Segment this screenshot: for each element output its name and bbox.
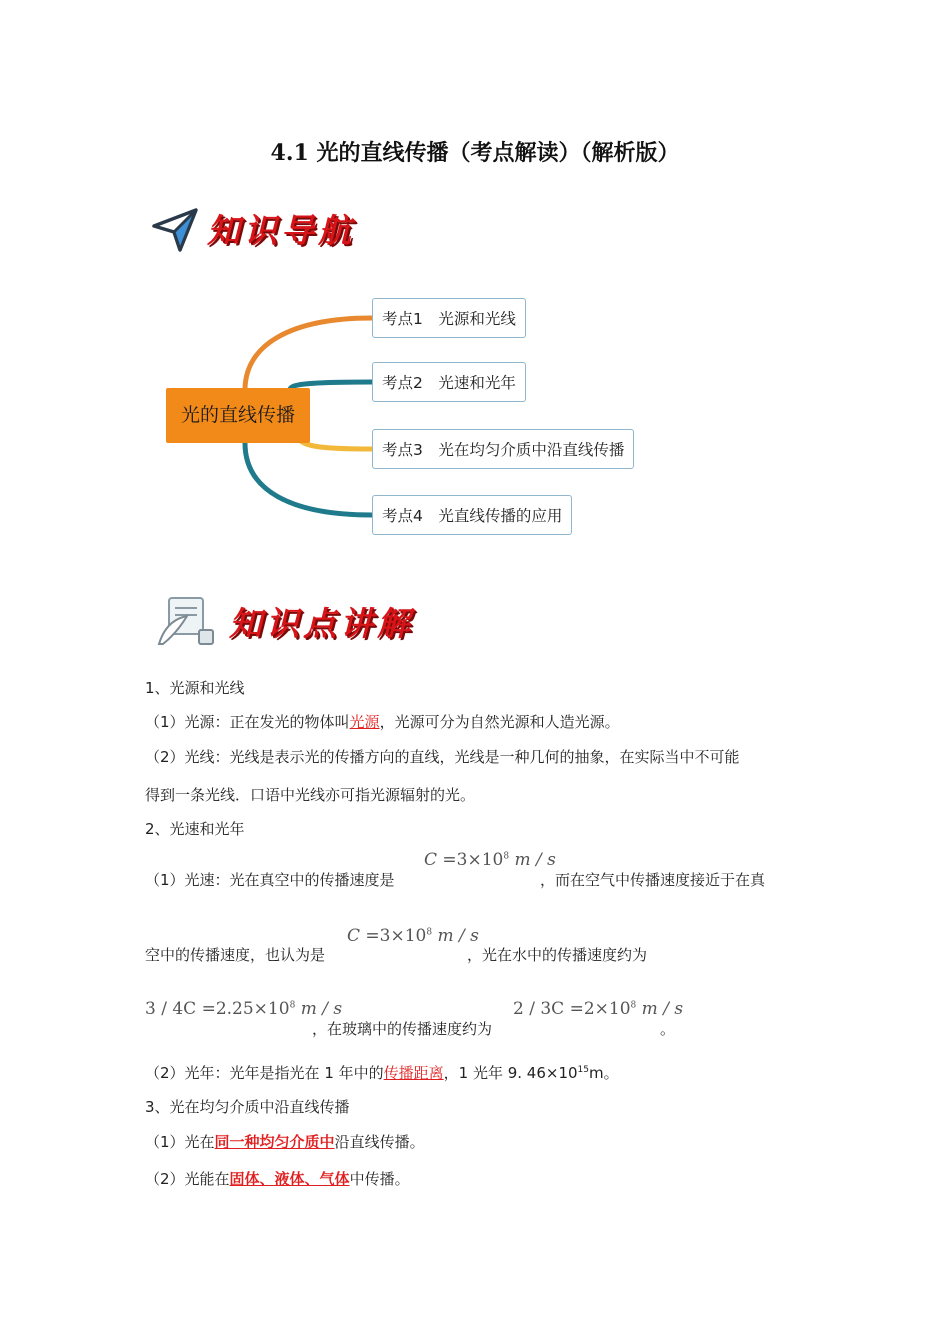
section-2-p2-post: ，光在水中的传播速度约为 [467, 946, 648, 964]
branch-line-1 [245, 318, 372, 390]
formula-speed-vacuum: $C =3\times 10^8$ m / s [424, 850, 556, 870]
section-3-heading: 3、光在均匀介质中沿直线传播 [145, 1098, 350, 1116]
formula-speed-water: $3 / 4C =2.25\times 10^8$ m / s [145, 999, 343, 1019]
keyword-light-source: 光源 [349, 713, 380, 731]
formula-speed-air: $C =3\times 10^8$ m / s [347, 926, 479, 946]
explain-banner-text: 知识点讲解 [229, 604, 414, 643]
explain-banner [155, 592, 425, 652]
section-3-p1: （1）光在同一种均匀介质中沿直线传播。 [145, 1133, 425, 1151]
keyword-uniform-medium: 同一种均匀介质中 [214, 1133, 335, 1151]
section-2-p3-end: 。 [660, 1020, 676, 1038]
section-2-p3-mid: ，在玻璃中的传播速度约为 [312, 1020, 493, 1038]
mindmap-root: 光的直线传播 [166, 388, 310, 443]
section-1-p1: （1）光源：正在发光的物体叫光源，光源可分为自然光源和人造光源。 [145, 713, 620, 731]
branch-line-3 [300, 440, 372, 449]
section-1-p2-line2: 得到一条光线．口语中光线亦可指光源辐射的光。 [145, 786, 476, 804]
mindmap-topic-1: 考点1 光源和光线 [372, 298, 526, 338]
nav-banner-text: 知识导航 [207, 211, 355, 250]
page-title: 4.1 光的直线传播（考点解读）（解析版） [270, 140, 680, 166]
mindmap-topic-4: 考点4 光直线传播的应用 [372, 495, 572, 535]
section-1-p2-line1: （2）光线：光线是表示光的传播方向的直线，光线是一种几何的抽象，在实际当中不可能 [145, 748, 740, 766]
section-1-heading: 1、光源和光线 [145, 679, 245, 697]
section-2-heading: 2、光速和光年 [145, 820, 245, 838]
section-2-p1-post: ，而在空气中传播速度接近于在真 [540, 871, 766, 889]
section-2-p4: （2）光年：光年是指光在 1 年中的传播距离，1 光年 9. $46\times 10^{15}m$。 [145, 1064, 619, 1082]
section-2-p2-pre: 空中的传播速度，也认为是 [145, 946, 326, 964]
keyword-distance: 传播距离 [383, 1064, 444, 1082]
keyword-media-types: 固体、液体、气体 [229, 1170, 350, 1188]
section-2-p1-pre: （1）光速：光在真空中的传播速度是 [145, 871, 395, 889]
section-3-p2: （2）光能在固体、液体、气体中传播。 [145, 1170, 410, 1188]
scroll-quill-icon [155, 594, 219, 650]
mindmap-topic-3: 考点3 光在均匀介质中沿直线传播 [372, 429, 634, 469]
mindmap-topic-2: 考点2 光速和光年 [372, 362, 526, 402]
branch-line-4 [245, 443, 372, 515]
formula-speed-glass: $2 / 3C =2\times 10^8$ m / s [513, 999, 684, 1019]
